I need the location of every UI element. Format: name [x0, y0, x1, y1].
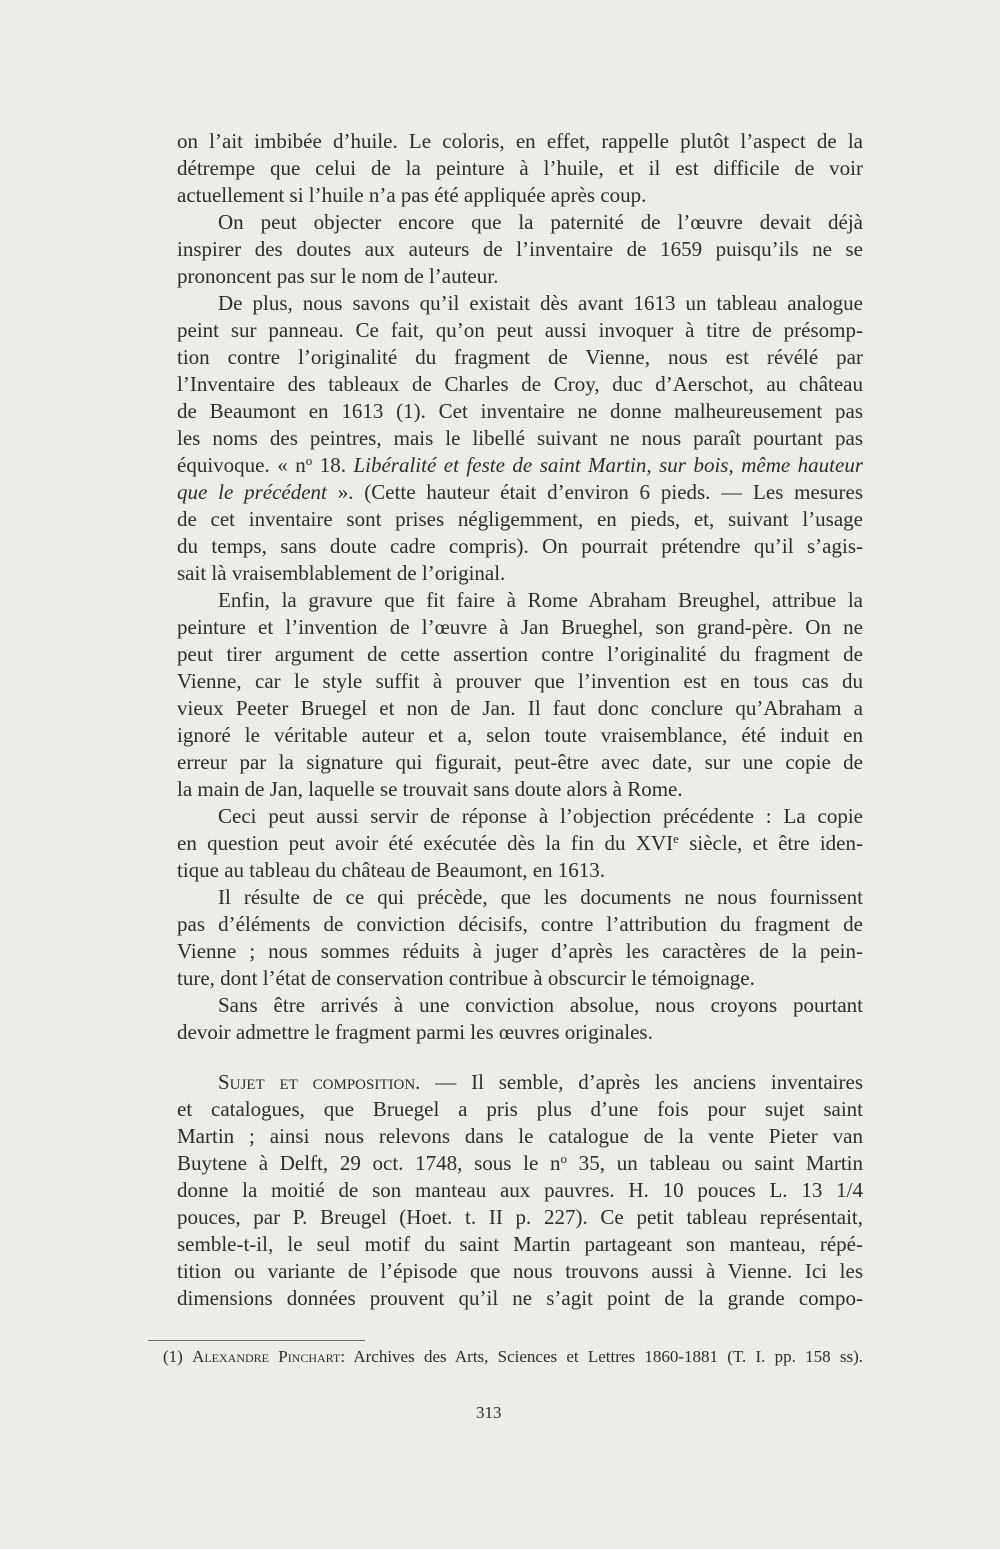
text-line: [177, 830, 863, 857]
text-line: pouces, par P. Breugel (Hoet. t. II p. 227). Ce petit tableau représentait,: [177, 1205, 863, 1229]
text-line: Ceci peut aussi servir de réponse à l’objection précédente : La copie: [218, 804, 863, 828]
text-line: et catalogues, que Bruegel a pris plus d’une fois pour sujet saint: [177, 1097, 863, 1121]
text-line: actuellement si l’huile n’a pas été appliquée après coup.: [177, 183, 647, 207]
text-run: (1): [163, 1347, 193, 1366]
text-line: On peut objecter encore que la paternité de l’œuvre devait déjà: [218, 210, 863, 234]
text-line: sait là vraisemblablement de l’original.: [177, 561, 506, 585]
text-line: erreur par la signature qui figurait, peut-être avec date, sur une copie de: [177, 750, 863, 774]
paragraph: [177, 992, 863, 1046]
main-text: [177, 128, 863, 1312]
text-line: tion contre l’originalité du fragment de Vienne, nous est révélé par: [177, 345, 863, 369]
page-number: 313: [476, 1403, 502, 1422]
superscript: o: [560, 1150, 568, 1166]
text-line: [177, 1150, 863, 1177]
text-run: — Il semble, d’après les anciens inventaires: [420, 1070, 863, 1094]
text-line: les noms des peintres, mais le libellé suivant ne nous paraît pourtant pas: [177, 426, 863, 450]
text-line: [177, 452, 863, 479]
text-run: siècle, et être iden-: [678, 831, 863, 855]
text-line: De plus, nous savons qu’il existait dès avant 1613 un tableau analogue: [218, 291, 863, 315]
text-line: Vienne ; nous sommes réduits à juger d’après les caractères de la pein-: [177, 939, 863, 963]
small-caps-text: Sujet et composition.: [218, 1070, 421, 1094]
text-line: la main de Jan, laquelle se trouvait sans doute alors à Rome.: [177, 777, 683, 801]
text-line: semble-t-il, le seul motif du saint Martin partageant son manteau, répé-: [177, 1232, 863, 1256]
paragraph: [177, 803, 863, 884]
italic-text: que le précédent: [177, 480, 327, 504]
text-run: ». (Cette hauteur était d’environ 6 pieds. — Les mesures: [326, 480, 863, 504]
text-line: dimensions données prouvent qu’il ne s’agit point de la grande compo-: [177, 1286, 863, 1310]
text-line: de Beaumont en 1613 (1). Cet inventaire ne donne malheureusement pas: [177, 399, 863, 423]
text-line: [177, 1069, 863, 1096]
text-line: prononcent pas sur le nom de l’auteur.: [177, 264, 499, 288]
text-line: ture, dont l’état de conservation contribue à obscurcir le témoignage.: [177, 966, 755, 990]
superscript: e: [673, 830, 679, 846]
text-run: Buytene à Delft, 29 oct. 1748, sous le n: [177, 1151, 561, 1175]
text-line: devoir admettre le fragment parmi les œuvres originales.: [177, 1020, 653, 1044]
paragraph: [177, 290, 863, 587]
text-line: peinture et l’invention de l’œuvre à Jan Brueghel, son grand-père. On ne: [177, 615, 863, 639]
text-line: peut tirer argument de cette assertion contre l’originalité du fragment de: [177, 642, 863, 666]
text-line: du temps, sans doute cadre compris). On pourrait prétendre qu’il s’agis-: [177, 534, 863, 558]
paragraph: [177, 884, 863, 992]
footnote: [163, 1346, 863, 1368]
text-line: détrempe que celui de la peinture à l’huile, et il est difficile de voir: [177, 156, 863, 180]
text-line: inspirer des doutes aux auteurs de l’inventaire de 1659 puisqu’ils ne se: [177, 237, 863, 261]
text-run: 18.: [312, 453, 354, 477]
text-run: en question peut avoir été exécutée dès la fin du XVI: [177, 831, 674, 855]
text-line: pas d’éléments de conviction décisifs, contre l’attribution du fragment de: [177, 912, 863, 936]
text-line: l’Inventaire des tableaux de Charles de Croy, duc d’Aerschot, au château: [177, 372, 863, 396]
text-line: Martin ; ainsi nous relevons dans le catalogue de la vente Pieter van: [177, 1124, 863, 1148]
paragraph: [177, 587, 863, 803]
small-caps-text: Alexandre Pinchart: [192, 1347, 341, 1366]
paragraph: [177, 209, 863, 290]
text-run: équivoque. « n: [177, 453, 306, 477]
footnote-rule: [148, 1340, 365, 1341]
text-line: de cet inventaire sont prises négligemment, en pieds, et, suivant l’usage: [177, 507, 863, 531]
paragraph: [177, 1069, 863, 1312]
text-line: vieux Peeter Bruegel et non de Jan. Il faut donc conclure qu’Abraham a: [177, 696, 863, 720]
italic-text: Libéralité et feste de saint Martin, sur bois, même hauteur: [353, 453, 863, 477]
text-line: on l’ait imbibée d’huile. Le coloris, en effet, rappelle plutôt l’aspect de la: [177, 129, 863, 153]
text-line: Il résulte de ce qui précède, que les documents ne nous fournissent: [218, 885, 863, 909]
text-line: Sans être arrivés à une conviction absolue, nous croyons pourtant: [218, 993, 863, 1017]
text-run: 35, un tableau ou saint Martin: [567, 1151, 863, 1175]
text-line: tition ou variante de l’épisode que nous trouvons aussi à Vienne. Ici les: [177, 1259, 863, 1283]
text-line: tique au tableau du château de Beaumont, en 1613.: [177, 858, 606, 882]
paragraph: [177, 128, 863, 209]
text-line: donne la moitié de son manteau aux pauvres. H. 10 pouces L. 13 1/4: [177, 1178, 863, 1202]
text-line: Enfin, la gravure que fit faire à Rome Abraham Breughel, attribue la: [218, 588, 863, 612]
text-run: : Archives des Arts, Sciences et Lettres 1860-1881 (T. I. pp. 158 ss).: [340, 1347, 863, 1366]
text-line: ignoré le véritable auteur et a, selon toute vraisemblance, été induit en: [177, 723, 863, 747]
text-line: Vienne, car le style suffit à prouver que l’invention est en tous cas du: [177, 669, 863, 693]
text-line: [177, 479, 863, 506]
superscript: o: [305, 452, 313, 468]
text-line: peint sur panneau. Ce fait, qu’on peut aussi invoquer à titre de présomp-: [177, 318, 863, 342]
